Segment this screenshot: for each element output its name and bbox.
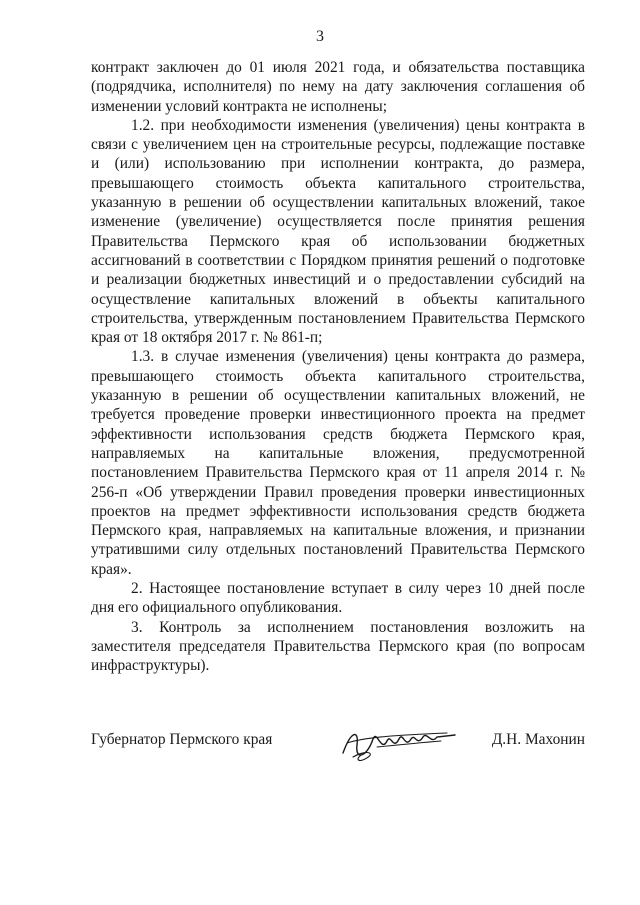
paragraph-clause-2: 2. Настоящее постановление вступает в силу через 10 дней после дня его официального опубликования. — [91, 580, 585, 617]
signature-block — [91, 723, 585, 763]
paragraph-clause-3: 3. Контроль за исполнением постановления возложить на заместителя председателя Правительства Пермского края (по вопросам инфраструктуры). — [91, 618, 585, 675]
page-number: 3 — [316, 28, 324, 45]
document-body — [91, 58, 585, 676]
paragraph-clause-1-2: 1.2. при необходимости изменения (увеличения) цены контракта в связи с увеличением цен на строительные ресурсы, подлежащие поставке и (или) использованию при исполнении контракта, до размера, превышающего стоимость объекта капитального строительства, указанную в решении об осуществлении капитальных вложений, такое изменение (увеличение) осуществляется после принятия решения Правительства Пермского края об использовании бюджетных ассигнований в соответствии с Порядком принятия решений о подготовке и реализации бюджетных инвестиций и о предоставлении субсидий на осуществление капитальных вложений в объекты капитального строительства, утвержденным постановлением Правительства Пермского края от 18 октября 2017 г. № 861-п; — [91, 116, 585, 347]
signatory-name: Д.Н. Махонин — [491, 731, 585, 748]
paragraph-continuation: контракт заключен до 01 июля 2021 года, и обязательства поставщика (подрядчика, исполнителя) по нему на дату заключения соглашения об изменении условий контракта не исполнены; — [91, 59, 585, 115]
signatory-position: Губернатор Пермского края — [91, 731, 273, 748]
paragraph-clause-1-3: 1.3. в случае изменения (увеличения) цены контракта до размера, превышающего стоимость объекта капитального строительства, указанную в решении об осуществлении капитальных вложений, не требуется проведение проверки инвестиционного проекта на предмет эффективности использования средств бюджета Пермского края, направляемых на капитальные вложения, предусмотренной постановлением Правительства Пермского края от 11 апреля 2014 г. № 256-п «Об утверждении Правил проведения проверки инвестиционных проектов на предмет эффективности использования средств бюджета Пермского края, направляемых на капитальные вложения, и признании утратившими силу отдельных постановлений Правительства Пермского края». — [91, 348, 585, 578]
handwritten-signature — [337, 723, 457, 763]
